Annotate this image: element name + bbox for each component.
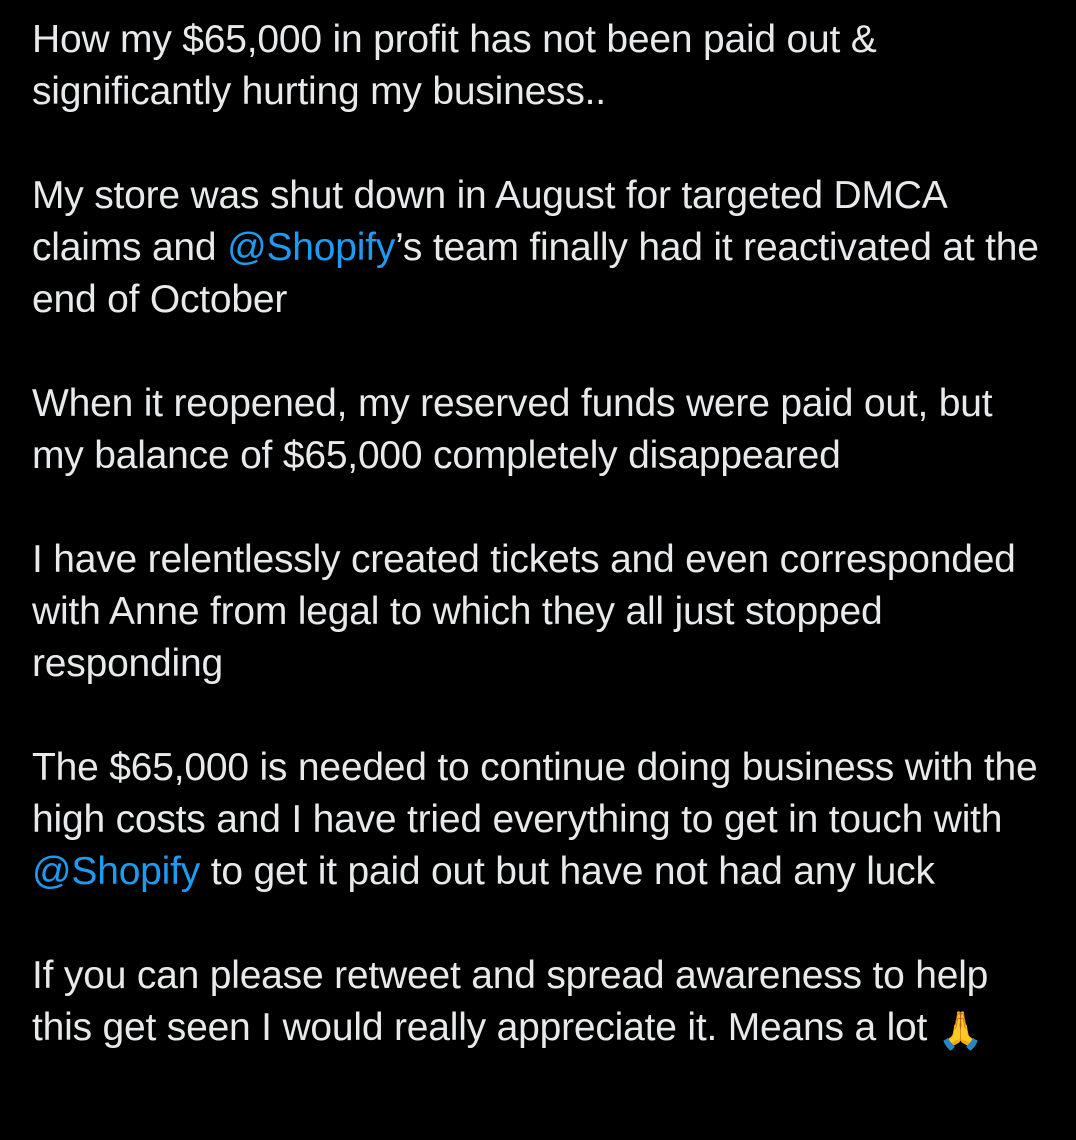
post-text: My store was shut down in August for targeted DMCA claims and <box>32 174 957 269</box>
post-paragraph <box>32 14 1044 118</box>
post-text: The $65,000 is needed to continue doing business with the high costs and I have tried everything to get in touch with <box>32 746 1049 841</box>
post-text: When it reopened, my reserved funds were paid out, but my balance of $65,000 completely disappeared <box>32 382 1004 477</box>
post-paragraph <box>32 742 1049 898</box>
post-text: I have relentlessly created tickets and even corresponded with Anne from legal to which they all just stopped responding <box>32 538 1027 685</box>
post-paragraph <box>32 950 1044 1057</box>
post-paragraph <box>32 378 1044 482</box>
post-text: If you can please retweet and spread awareness to help this get seen I would really appreciate it. Means a lot <box>32 954 999 1049</box>
mention-link[interactable]: @Shopify <box>227 226 396 269</box>
post-text: to get it paid out but have not had any luck <box>200 850 935 893</box>
post-paragraph <box>32 170 1050 326</box>
post-text: How my $65,000 in profit has not been paid out & significantly hurting my business.. <box>32 18 888 113</box>
post-paragraph <box>32 534 1044 690</box>
mention-link[interactable]: @Shopify <box>32 850 201 893</box>
folded-hands-emoji: 🙏 <box>937 1010 984 1051</box>
post-text: ’s team finally had it reactivated at the end of October <box>32 226 1050 321</box>
